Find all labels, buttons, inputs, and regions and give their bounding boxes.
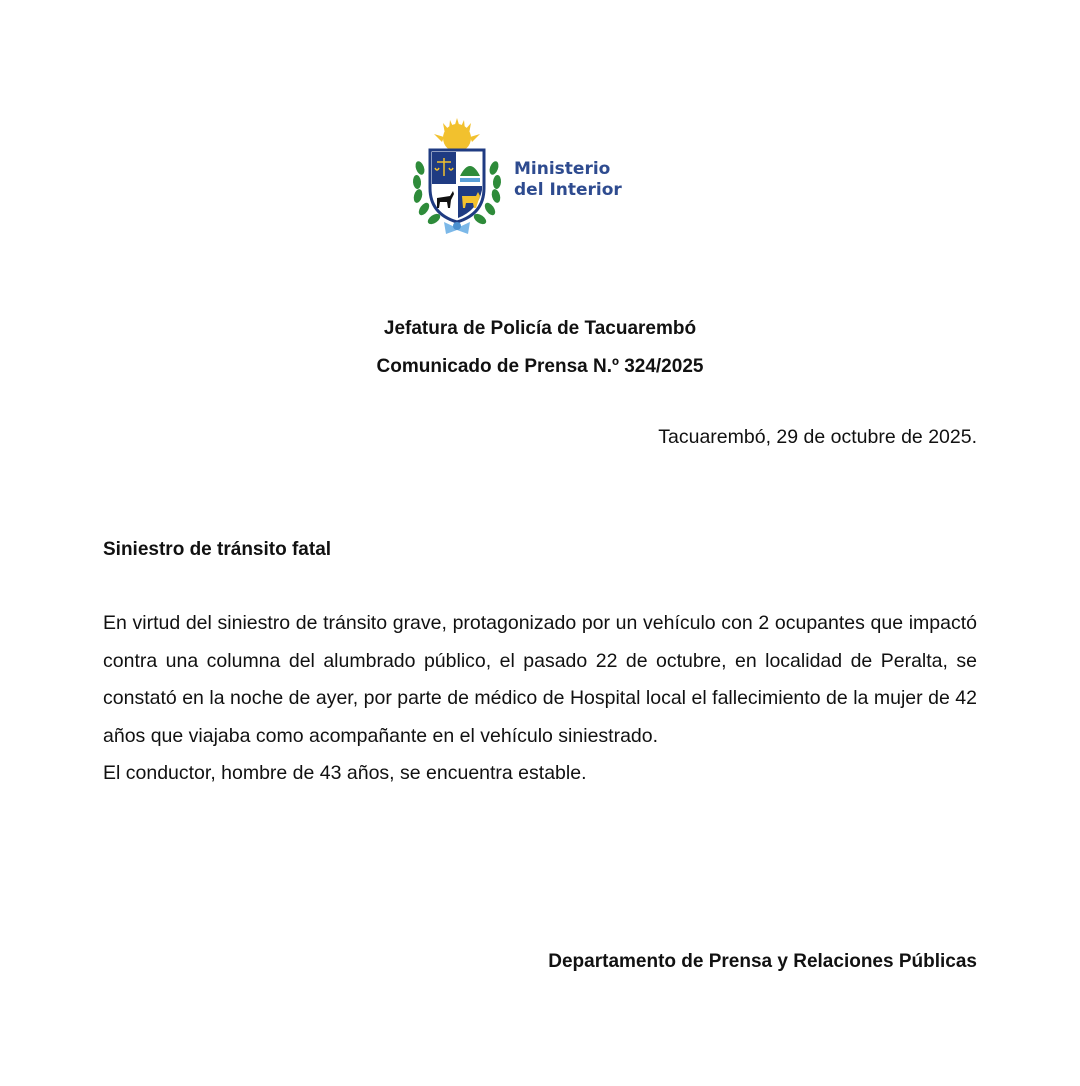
press-release-number: Comunicado de Prensa N.º 324/2025 — [376, 356, 704, 377]
ministry-logo — [410, 118, 640, 240]
ministry-name — [514, 159, 622, 201]
ministry-name-line2: del Interior — [514, 180, 622, 200]
issuer-title: Jefatura de Policía de Tacuarembó — [383, 318, 697, 339]
document-header — [0, 310, 1080, 386]
ministry-name-line1: Ministerio — [514, 159, 611, 179]
document-date: Tacuarembó, 29 de octubre de 2025. — [658, 426, 977, 448]
document-body — [103, 605, 977, 793]
body-paragraph-2: El conductor, hombre de 43 años, se encuentra estable. — [103, 762, 587, 784]
body-paragraph-1: En virtud del siniestro de tránsito grave, protagonizado por un vehículo con 2 ocupantes que impactó contra una columna del alumbrado público, el pasado 22 de octubre, en localidad de Peralta, se constató en la noche de ayer, por parte de médico de Hospital local el fallecimiento de la mujer de 42 años que viajaba como acompañante en el vehículo siniestrado. — [103, 612, 977, 747]
subject-heading: Siniestro de tránsito fatal — [103, 539, 332, 560]
coat-of-arms-icon — [410, 118, 506, 240]
signature-department: Departamento de Prensa y Relaciones Públicas — [548, 951, 977, 972]
